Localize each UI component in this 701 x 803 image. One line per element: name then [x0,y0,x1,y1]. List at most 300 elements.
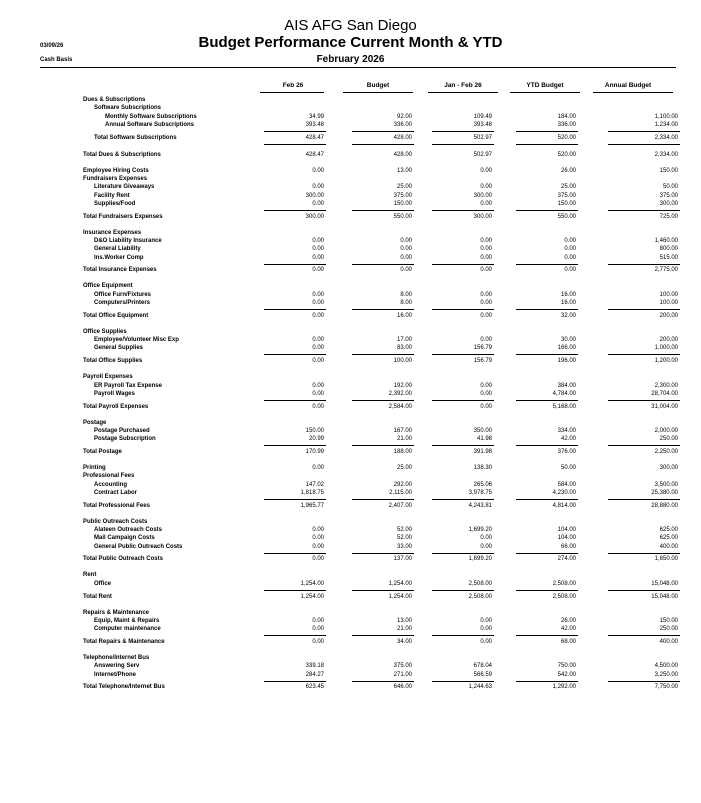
row-value: 428.00 [393,134,412,141]
row-label: Office Furn/Fixtures [94,291,152,298]
row-value: 0.00 [312,167,324,174]
row-label: Total Payroll Expenses [83,403,149,410]
row-label: D&O Liability Insurance [94,238,162,244]
row-label: Mail Campaign Costs [94,535,155,542]
row-value: 250.00 [659,436,678,443]
row-value: 800.00 [659,246,678,253]
row-value: 542.00 [557,671,576,678]
row-value: 515.00 [659,254,678,261]
row-label: Postage [83,419,107,426]
row-label: Payroll Wages [94,390,135,397]
subtotal-rule [264,354,326,355]
subtotal-rule [516,553,578,554]
row-value: 0.00 [480,184,492,191]
row-value: 0.00 [480,291,492,298]
row-value: 0.00 [312,246,324,253]
row-value: 1,254.00 [300,593,324,600]
subtotal-rule [352,590,414,591]
row-value: 83.00 [396,345,412,352]
table-row [0,436,701,446]
row-value: 0.00 [480,390,492,397]
subtotal-rule [516,635,578,636]
row-value: 104.00 [557,527,576,533]
row-value: 4,230.00 [552,489,576,496]
row-value: 1,699.20 [468,527,492,533]
row-value: 2,250.00 [654,449,678,455]
row-value: 2,508.00 [552,580,576,587]
column-header: YTD Budget [526,82,564,89]
subtotal-rule [516,445,578,446]
subtotal-rule [352,144,414,145]
row-value: 336.00 [557,121,576,128]
row-label: Office [94,580,112,587]
row-value: 0.00 [312,312,324,319]
row-value: 50.00 [560,465,576,471]
row-value: 2,508.00 [468,593,492,600]
total-row [0,214,701,224]
table-row [0,544,701,554]
subtotal-rule [432,445,494,446]
row-value: 0.00 [312,184,324,191]
row-label: Annual Software Subscriptions [105,121,195,128]
row-value: 25.00 [396,184,412,191]
subtotal-rule [608,499,680,500]
row-value: 2,000.00 [654,427,678,434]
row-label: Literature Giveaways [94,184,155,191]
row-label: Office Supplies [83,328,127,335]
row-value: 0.00 [480,337,492,344]
table-row [0,391,701,401]
total-row [0,594,701,604]
row-value: 4,243.81 [468,502,492,509]
subtotal-rule [432,400,494,401]
row-label: Insurance Expenses [83,229,142,236]
row-label: ER Payroll Tax Expense [94,382,162,389]
row-value: 16.00 [560,300,576,306]
total-row [0,313,701,323]
table-row [0,672,701,682]
row-value: 100.00 [393,358,412,365]
total-row [0,449,701,459]
row-value: 0.00 [564,246,576,253]
subtotal-rule [608,131,680,132]
subtotal-rule [608,210,680,211]
subtotal-rule [352,499,414,500]
subtotal-rule [608,553,680,554]
row-value: 21.00 [396,436,412,443]
row-value: 26.00 [560,617,576,624]
row-value: 336.00 [393,121,412,128]
subtotal-rule [516,144,578,145]
row-value: 2,392.00 [388,390,412,397]
row-value: 2,775.00 [654,267,678,274]
row-value: 550.00 [393,213,412,220]
row-value: 625.00 [659,535,678,542]
row-value: 566.59 [473,671,492,678]
row-value: 0.00 [400,246,412,253]
row-value: 550.00 [557,213,576,220]
row-value: 156.79 [473,358,492,365]
row-value: 0.00 [480,254,492,261]
row-value: 1,699.20 [468,556,492,563]
row-value: 34.00 [396,638,412,645]
subtotal-rule [432,354,494,355]
row-value: 0.00 [312,345,324,352]
row-value: 4,784.00 [552,390,576,397]
row-value: 4,814.00 [552,502,576,509]
row-value: 52.00 [396,527,412,533]
subtotal-rule [516,354,578,355]
row-label: General Supplies [94,345,144,352]
subtotal-rule [432,590,494,591]
subtotal-rule [516,264,578,265]
row-value: 2,508.00 [552,593,576,600]
subtotal-rule [432,553,494,554]
row-label: Computers/Printers [94,300,151,306]
subtotal-rule [608,590,680,591]
row-value: 1,244.63 [468,684,492,691]
total-row [0,152,701,162]
table-row [0,581,701,591]
row-value: 0.00 [312,556,324,563]
row-value: 150.00 [659,167,678,174]
row-value: 0.00 [312,543,324,550]
row-value: 0.00 [312,337,324,344]
row-value: 150.00 [557,200,576,207]
row-value: 1,818.75 [300,489,324,496]
table-row [0,490,701,500]
row-value: 0.00 [480,300,492,306]
row-value: 0.00 [480,535,492,542]
row-value: 375.00 [393,663,412,670]
row-value: 1,234.00 [654,121,678,128]
subtotal-rule [516,309,578,310]
row-value: 150.00 [659,617,678,624]
subtotal-rule [352,354,414,355]
row-value: 192.00 [393,382,412,389]
subtotal-rule [608,635,680,636]
total-row [0,684,701,694]
row-value: 400.00 [659,543,678,550]
row-value: 0.00 [564,254,576,261]
row-value: 188.00 [393,449,412,455]
row-value: 2,508.00 [468,580,492,587]
subtotal-rule [264,499,326,500]
row-value: 0.00 [480,200,492,207]
row-value: 0.00 [480,312,492,319]
subtotal-rule [516,400,578,401]
row-value: 33.00 [396,543,412,550]
row-label: Accounting [94,481,127,488]
row-value: 625.00 [659,527,678,533]
row-value: 5,168.00 [552,403,576,410]
row-value: 0.00 [480,382,492,389]
row-value: 646.00 [393,684,412,691]
row-value: 68.00 [560,638,576,645]
row-value: 34.99 [308,113,324,120]
row-value: 1,254.00 [388,580,412,587]
row-value: 0.00 [564,238,576,244]
row-value: 66.00 [560,543,576,550]
row-label: Dues & Subscriptions [83,97,146,103]
row-value: 2,115.00 [389,489,412,496]
row-value: 0.00 [312,638,324,645]
row-value: 1,100.00 [654,113,678,120]
row-value: 623.45 [305,684,324,691]
row-value: 25.00 [560,184,576,191]
row-value: 300.00 [659,465,678,471]
row-label: Internet/Phone [94,671,137,678]
row-value: 300.00 [305,192,324,199]
subtotal-rule [432,499,494,500]
row-value: 41.98 [476,436,492,443]
row-value: 3,978.75 [468,489,492,496]
row-value: 92.00 [396,113,412,120]
row-value: 16.00 [560,291,576,298]
subtotal-rule [432,681,494,682]
row-label: Facility Rent [94,192,130,199]
row-label: Total Dues & Subscriptions [83,151,161,158]
row-value: 1,000.00 [654,345,678,352]
subtotal-rule [264,635,326,636]
row-value: 350.00 [473,427,492,434]
row-value: 428.00 [393,151,412,158]
row-value: 166.00 [557,345,576,352]
row-value: 375.00 [659,192,678,199]
row-value: 8.00 [400,291,412,298]
subtotal-rule [264,590,326,591]
subtotal-rule [432,635,494,636]
row-value: 0.00 [312,300,324,306]
row-value: 300.00 [659,200,678,207]
subtotal-rule [264,445,326,446]
row-value: 138.30 [473,465,492,471]
subtotal-rule [352,309,414,310]
row-label: Total Rent [83,593,112,600]
row-value: 31,004.00 [651,403,678,410]
row-label: General Liability [94,246,141,253]
row-label: Employee/Volunteer Misc Exp [94,337,179,344]
row-value: 1,254.00 [388,593,412,600]
row-label: Equip, Maint & Repairs [94,617,160,624]
row-label: Employee Hiring Costs [83,167,149,174]
row-value: 137.00 [393,556,412,563]
row-label: Answering Serv [94,663,140,670]
subtotal-rule [352,400,414,401]
row-value: 284.27 [305,671,324,678]
subtotal-rule [264,681,326,682]
row-label: Total Fundraisers Expenses [83,213,163,220]
row-value: 0.00 [312,626,324,633]
subtotal-rule [608,400,680,401]
table-row [0,300,701,310]
subtotal-rule [432,264,494,265]
subtotal-rule [432,309,494,310]
row-value: 2,407.00 [388,502,412,509]
row-value: 0.00 [312,200,324,207]
row-value: 17.00 [396,337,412,344]
row-value: 1,460.00 [654,238,678,244]
report-period: February 2026 [316,54,385,65]
subtotal-rule [516,499,578,500]
row-label: General Public Outreach Costs [94,543,183,550]
table-row [0,345,701,355]
subtotal-rule [264,144,326,145]
row-value: 109.49 [473,113,492,120]
subtotal-rule [516,590,578,591]
row-value: 200.00 [659,337,678,344]
row-value: 0.00 [312,238,324,244]
row-value: 300.00 [473,213,492,220]
row-value: 3,250.00 [654,671,678,678]
total-row [0,267,701,277]
row-value: 167.00 [393,427,412,434]
row-value: 265.06 [473,481,492,488]
row-value: 2,334.00 [654,134,678,141]
column-header: Annual Budget [604,82,652,89]
row-value: 184.00 [557,113,576,120]
subtotal-rule [516,131,578,132]
row-value: 42.00 [560,626,576,633]
row-value: 52.00 [396,535,412,542]
row-value: 391.98 [473,449,492,455]
row-value: 502.97 [473,134,492,141]
row-value: 100.00 [659,300,678,306]
row-value: 0.00 [480,238,492,244]
row-value: 300.00 [473,192,492,199]
row-value: 50.00 [662,184,678,191]
row-value: 0.00 [480,543,492,550]
column-header: Feb 26 [282,82,304,89]
row-value: 0.00 [400,254,412,261]
row-value: 274.00 [557,556,576,563]
row-value: 393.48 [473,121,492,128]
row-value: 25.00 [396,465,412,471]
row-value: 0.00 [400,238,412,244]
row-value: 26.00 [560,167,576,174]
row-value: 16.00 [396,312,412,319]
row-label: Fundraisers Expenses [83,176,148,182]
report-title: Budget Performance Current Month & YTD [198,34,503,51]
row-value: 20.99 [308,436,324,443]
row-value: 0.00 [480,167,492,174]
total-row [0,556,701,566]
row-value: 0.00 [312,267,324,274]
row-value: 400.00 [659,638,678,645]
subtotal-rule [432,144,494,145]
row-value: 375.00 [393,192,412,199]
row-label: Printing [83,465,106,471]
row-label: Ins.Worker Comp [94,254,144,261]
row-value: 428.47 [305,134,324,141]
row-value: 8.00 [400,300,412,306]
row-value: 28,880.00 [651,502,678,509]
table-row [0,122,701,132]
column-header: Budget [366,82,390,89]
row-value: 520.00 [557,151,576,158]
row-label: Public Outreach Costs [83,518,148,525]
row-value: 28,704.00 [651,390,678,397]
row-value: 1,965.77 [300,502,324,509]
row-value: 1,292.00 [552,684,576,691]
row-value: 0.00 [312,535,324,542]
subtotal-rule [264,210,326,211]
row-value: 0.00 [312,403,324,410]
company-name: AIS AFG San Diego [284,17,417,34]
row-value: 0.00 [480,638,492,645]
row-value: 0.00 [312,390,324,397]
row-value: 100.00 [659,291,678,298]
row-value: 150.00 [305,427,324,434]
row-value: 147.02 [305,481,324,488]
row-label: Alateen Outreach Costs [94,527,163,533]
row-value: 156.79 [473,345,492,352]
row-value: 21.00 [396,626,412,633]
row-value: 0.00 [312,527,324,533]
row-value: 250.00 [659,626,678,633]
row-value: 2,300.00 [654,382,678,389]
row-value: 750.00 [557,663,576,670]
row-label: Telephone/Internet Bus [83,654,150,661]
row-value: 30.00 [560,337,576,344]
row-value: 25,380.00 [651,489,678,496]
subtotal-rule [432,131,494,132]
row-value: 200.00 [659,312,678,319]
total-row [0,135,701,145]
subtotal-rule [516,681,578,682]
row-label: Total Professional Fees [83,502,150,509]
row-value: 0.00 [312,465,324,471]
subtotal-rule [264,131,326,132]
row-value: 2,334.00 [654,151,678,158]
subtotal-rule [516,210,578,211]
row-value: 0.00 [312,254,324,261]
row-value: 0.00 [480,246,492,253]
row-value: 292.00 [393,481,412,488]
row-value: 13.00 [396,617,412,624]
row-value: 42.00 [560,436,576,443]
row-value: 15,048.00 [651,580,678,587]
row-value: 3,500.00 [654,481,678,488]
row-value: 0.00 [312,617,324,624]
row-value: 2,584.00 [388,403,412,410]
subtotal-rule [264,309,326,310]
row-value: 0.00 [480,617,492,624]
row-label: Professional Fees [83,473,135,480]
row-value: 375.00 [557,192,576,199]
subtotal-rule [352,210,414,211]
row-value: 15,048.00 [651,593,678,600]
row-label: Rent [83,572,97,579]
row-value: 0.00 [480,267,492,274]
row-label: Computer maintenance [94,626,161,633]
subtotal-rule [264,553,326,554]
row-label: Payroll Expenses [83,374,133,381]
row-label: Postage Purchased [94,427,150,434]
subtotal-rule [608,445,680,446]
subtotal-rule [608,354,680,355]
subtotal-rule [608,264,680,265]
table-row [0,626,701,636]
row-value: 0.00 [480,626,492,633]
subtotal-rule [264,264,326,265]
row-value: 150.00 [393,200,412,207]
row-value: 13.00 [396,167,412,174]
total-row [0,639,701,649]
row-value: 0.00 [312,358,324,365]
row-value: 0.00 [564,267,576,274]
subtotal-rule [352,131,414,132]
